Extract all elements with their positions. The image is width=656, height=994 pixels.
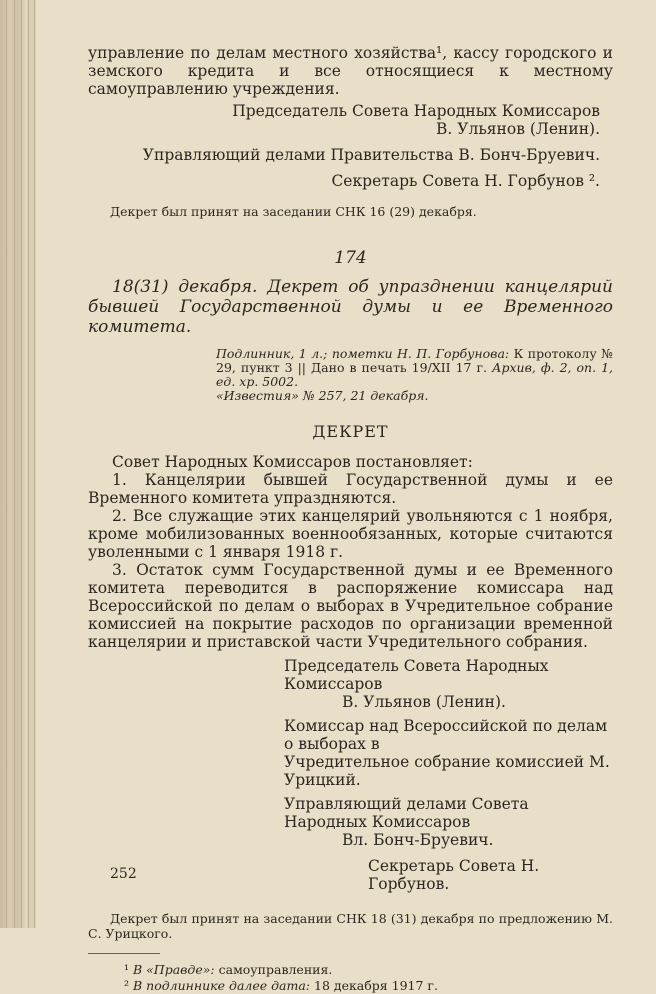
decree-sig-manager: Управляющий делами Совета Народных Комиссаров	[284, 795, 529, 831]
decree-adoption-note: Декрет был принят на заседании СНК 18 (31) декабря по предложению М. С. Урицкого.	[88, 911, 613, 941]
signature-chairman-name: В. Ульянов (Ленин).	[436, 120, 600, 138]
footnote-1-text: самоуправления.	[218, 962, 333, 977]
book-spine	[0, 0, 38, 928]
source-publication: «Известия» № 257, 21 декабря.	[216, 388, 429, 403]
source-archive: Архив, ф. 2, оп. 1, ед. хр. 5002.	[216, 360, 613, 389]
decree-sig-chairman: Председатель Совета Народных Комиссаров	[284, 657, 549, 693]
footnote-1-italic: В «Правде»:	[133, 962, 215, 977]
decree-sig-chairman-name: В. Ульянов (Ленин).	[342, 693, 506, 711]
decree-point-1: 1. Канцелярии бывшей Государственной думы и ее Временного комитета упраздняются.	[88, 471, 613, 507]
continuation-text: управление по делам местного хозяйства¹, кассу городского и земского кредита и все относящиеся к местному самоуправлению учреждения.	[88, 44, 613, 98]
footnote-2-mark: ²	[124, 978, 130, 993]
footnote-1-mark: ¹	[124, 962, 130, 977]
footnote-1	[88, 962, 613, 978]
source-reference	[216, 347, 613, 403]
document-number: 174	[334, 248, 367, 268]
footnote-2	[88, 978, 613, 994]
footnote-2-italic: В подлиннике далее дата:	[133, 978, 311, 993]
adoption-note: Декрет был принят на заседании СНК 16 (29) декабря.	[110, 204, 477, 219]
decree-title: ДЕКРЕТ	[312, 422, 389, 441]
signature-secretary: Секретарь Совета Н. Горбунов ².	[331, 172, 600, 190]
decree-sig-secretary: Секретарь Совета Н. Горбунов.	[368, 857, 540, 893]
document-heading: 18(31) декабря. Декрет об упразднении канцелярий бывшей Государственной думы и ее Временного комитета.	[88, 277, 613, 337]
decree-sig-commissar-name: Учредительное собрание комиссией М. Урицкий.	[284, 753, 610, 789]
decree-intro: Совет Народных Комиссаров постановляет:	[112, 453, 473, 471]
source-original: Подлинник, 1 л.; пометки Н. П. Горбунова:	[216, 346, 510, 361]
decree-sig-manager-name: Вл. Бонч-Бруевич.	[342, 831, 494, 849]
footnote-divider	[88, 953, 160, 954]
page-number: 252	[110, 866, 137, 882]
decree-point-2: 2. Все служащие этих канцелярий увольняются с 1 ноября, кроме мобилизованных военнообязанных, которые считаются уволенными с 1 января 1918 г.	[88, 507, 613, 561]
signature-block	[284, 657, 613, 893]
decree-sig-commissar: Комиссар над Всероссийской по делам о выборах в	[284, 717, 608, 753]
footnote-2-text: 18 декабря 1917 г.	[314, 978, 438, 993]
source-protocol: К протоколу № 29, пункт 3 || Дано в печать 19/XII 17 г.	[216, 346, 613, 375]
decree-point-3: 3. Остаток сумм Государственной думы и ее Временного комитета переводится в распоряжение комиссара над Всероссийской по делам о выборах в Учредительное собрание комиссией на покрытие расходов по организации временной канцелярии и приставской части Учредительного собрания.	[88, 561, 613, 651]
page-body	[88, 44, 613, 994]
signature-manager: Управляющий делами Правительства В. Бонч-Бруевич.	[142, 146, 600, 164]
signature-chairman: Председатель Совета Народных Комиссаров	[232, 102, 600, 120]
